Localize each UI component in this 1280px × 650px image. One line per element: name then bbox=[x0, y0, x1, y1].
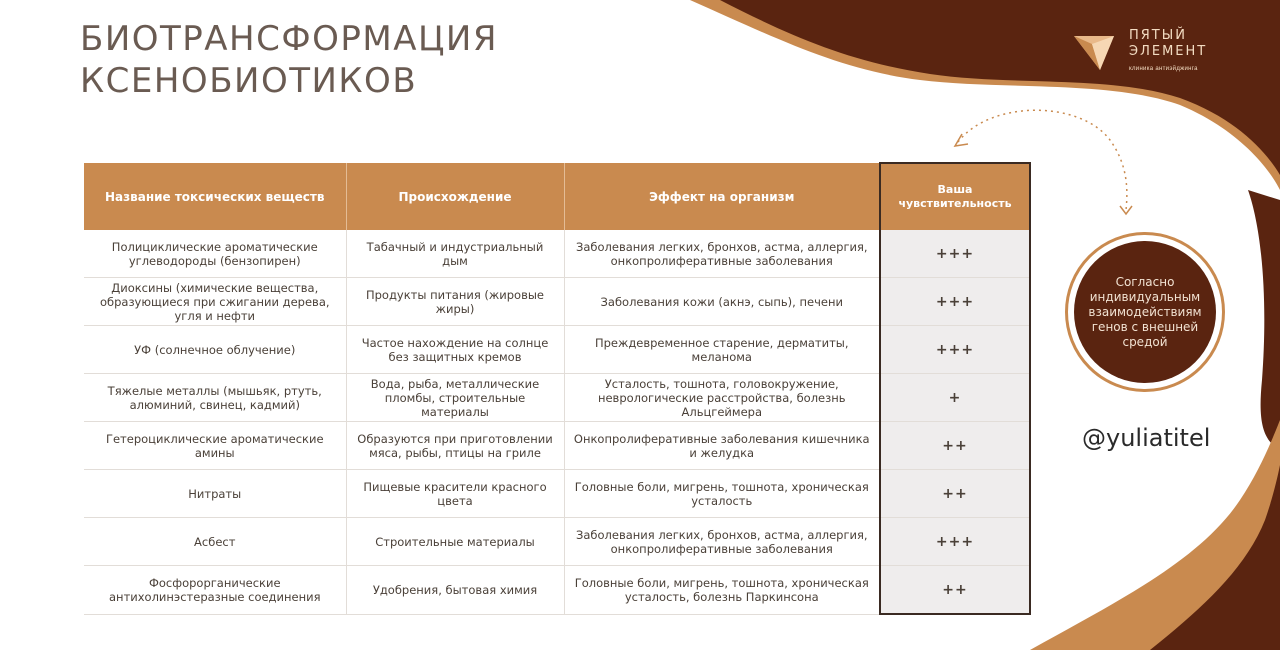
header-effect: Эффект на организм bbox=[564, 163, 880, 230]
xenobiotics-table bbox=[84, 162, 1031, 615]
table-row bbox=[84, 422, 1030, 470]
table-row bbox=[84, 326, 1030, 374]
cell-effect: Заболевания кожи (акнэ, сыпь), печени bbox=[564, 278, 880, 326]
cell-substance: Фосфорорганические антихолинэстеразные соединения bbox=[84, 566, 346, 615]
cell-substance: Асбест bbox=[84, 518, 346, 566]
cell-substance: УФ (солнечное облучение) bbox=[84, 326, 346, 374]
callout-text: Согласно индивидуальным взаимодействиям генов с внешней средой bbox=[1088, 274, 1202, 349]
cell-origin: Вода, рыба, металлические пломбы, строительные материалы bbox=[346, 374, 564, 422]
author-handle: @yuliatitel bbox=[1082, 424, 1211, 452]
cell-substance: Полициклические ароматические углеводороды (бензопирен) bbox=[84, 230, 346, 278]
cell-effect: Головные боли, мигрень, тошнота, хроническая усталость, болезнь Паркинсона bbox=[564, 566, 880, 615]
table-row bbox=[84, 374, 1030, 422]
page-title bbox=[80, 18, 498, 102]
cell-sensitivity: +++ bbox=[880, 326, 1030, 374]
header-substance: Название токсических веществ bbox=[84, 163, 346, 230]
cell-sensitivity: ++ bbox=[880, 566, 1030, 615]
cell-origin: Продукты питания (жировые жиры) bbox=[346, 278, 564, 326]
table-row bbox=[84, 230, 1030, 278]
cell-origin: Частое нахождение на солнце без защитных кремов bbox=[346, 326, 564, 374]
cell-sensitivity: +++ bbox=[880, 278, 1030, 326]
cell-effect: Усталость, тошнота, головокружение, неврологические расстройства, болезнь Альцгеймера bbox=[564, 374, 880, 422]
cell-substance: Нитраты bbox=[84, 470, 346, 518]
cell-origin: Пищевые красители красного цвета bbox=[346, 470, 564, 518]
brand-tagline: клиника антиэйджинга bbox=[1129, 66, 1198, 72]
cell-sensitivity: ++ bbox=[880, 422, 1030, 470]
table-row bbox=[84, 518, 1030, 566]
cell-origin: Удобрения, бытовая химия bbox=[346, 566, 564, 615]
cell-effect: Онкопролиферативные заболевания кишечника и желудка bbox=[564, 422, 880, 470]
cell-substance: Тяжелые металлы (мышьяк, ртуть, алюминий, свинец, кадмий) bbox=[84, 374, 346, 422]
cell-sensitivity: + bbox=[880, 374, 1030, 422]
brand-logo bbox=[1072, 28, 1232, 78]
table-row bbox=[84, 470, 1030, 518]
header-origin: Происхождение bbox=[346, 163, 564, 230]
cell-effect: Головные боли, мигрень, тошнота, хроническая усталость bbox=[564, 470, 880, 518]
cell-origin: Образуются при приготовлении мяса, рыбы, птицы на гриле bbox=[346, 422, 564, 470]
callout-circle bbox=[1074, 241, 1216, 383]
cell-effect: Преждевременное старение, дерматиты, меланома bbox=[564, 326, 880, 374]
brand-name: ПЯТЫЙ ЭЛЕМЕНТ bbox=[1129, 28, 1208, 59]
cell-effect: Заболевания легких, бронхов, астма, аллергия, онкопролиферативные заболевания bbox=[564, 518, 880, 566]
page-title-line2: КСЕНОБИОТИКОВ bbox=[80, 61, 418, 101]
cell-sensitivity: +++ bbox=[880, 518, 1030, 566]
cell-substance: Диоксины (химические вещества, образующиеся при сжигании дерева, угля и нефти bbox=[84, 278, 346, 326]
cell-origin: Табачный и индустриальный дым bbox=[346, 230, 564, 278]
pyramid-logo-icon bbox=[1072, 30, 1116, 74]
table-header-row bbox=[84, 163, 1030, 230]
page-title-line1: БИОТРАНСФОРМАЦИЯ bbox=[80, 19, 498, 59]
cell-effect: Заболевания легких, бронхов, астма, аллергия, онкопролиферативные заболевания bbox=[564, 230, 880, 278]
cell-origin: Строительные материалы bbox=[346, 518, 564, 566]
cell-sensitivity: ++ bbox=[880, 470, 1030, 518]
table-row bbox=[84, 566, 1030, 615]
header-sensitivity: Ваша чувствительность bbox=[880, 163, 1030, 230]
cell-sensitivity: +++ bbox=[880, 230, 1030, 278]
cell-substance: Гетероциклические ароматические амины bbox=[84, 422, 346, 470]
table-row bbox=[84, 278, 1030, 326]
